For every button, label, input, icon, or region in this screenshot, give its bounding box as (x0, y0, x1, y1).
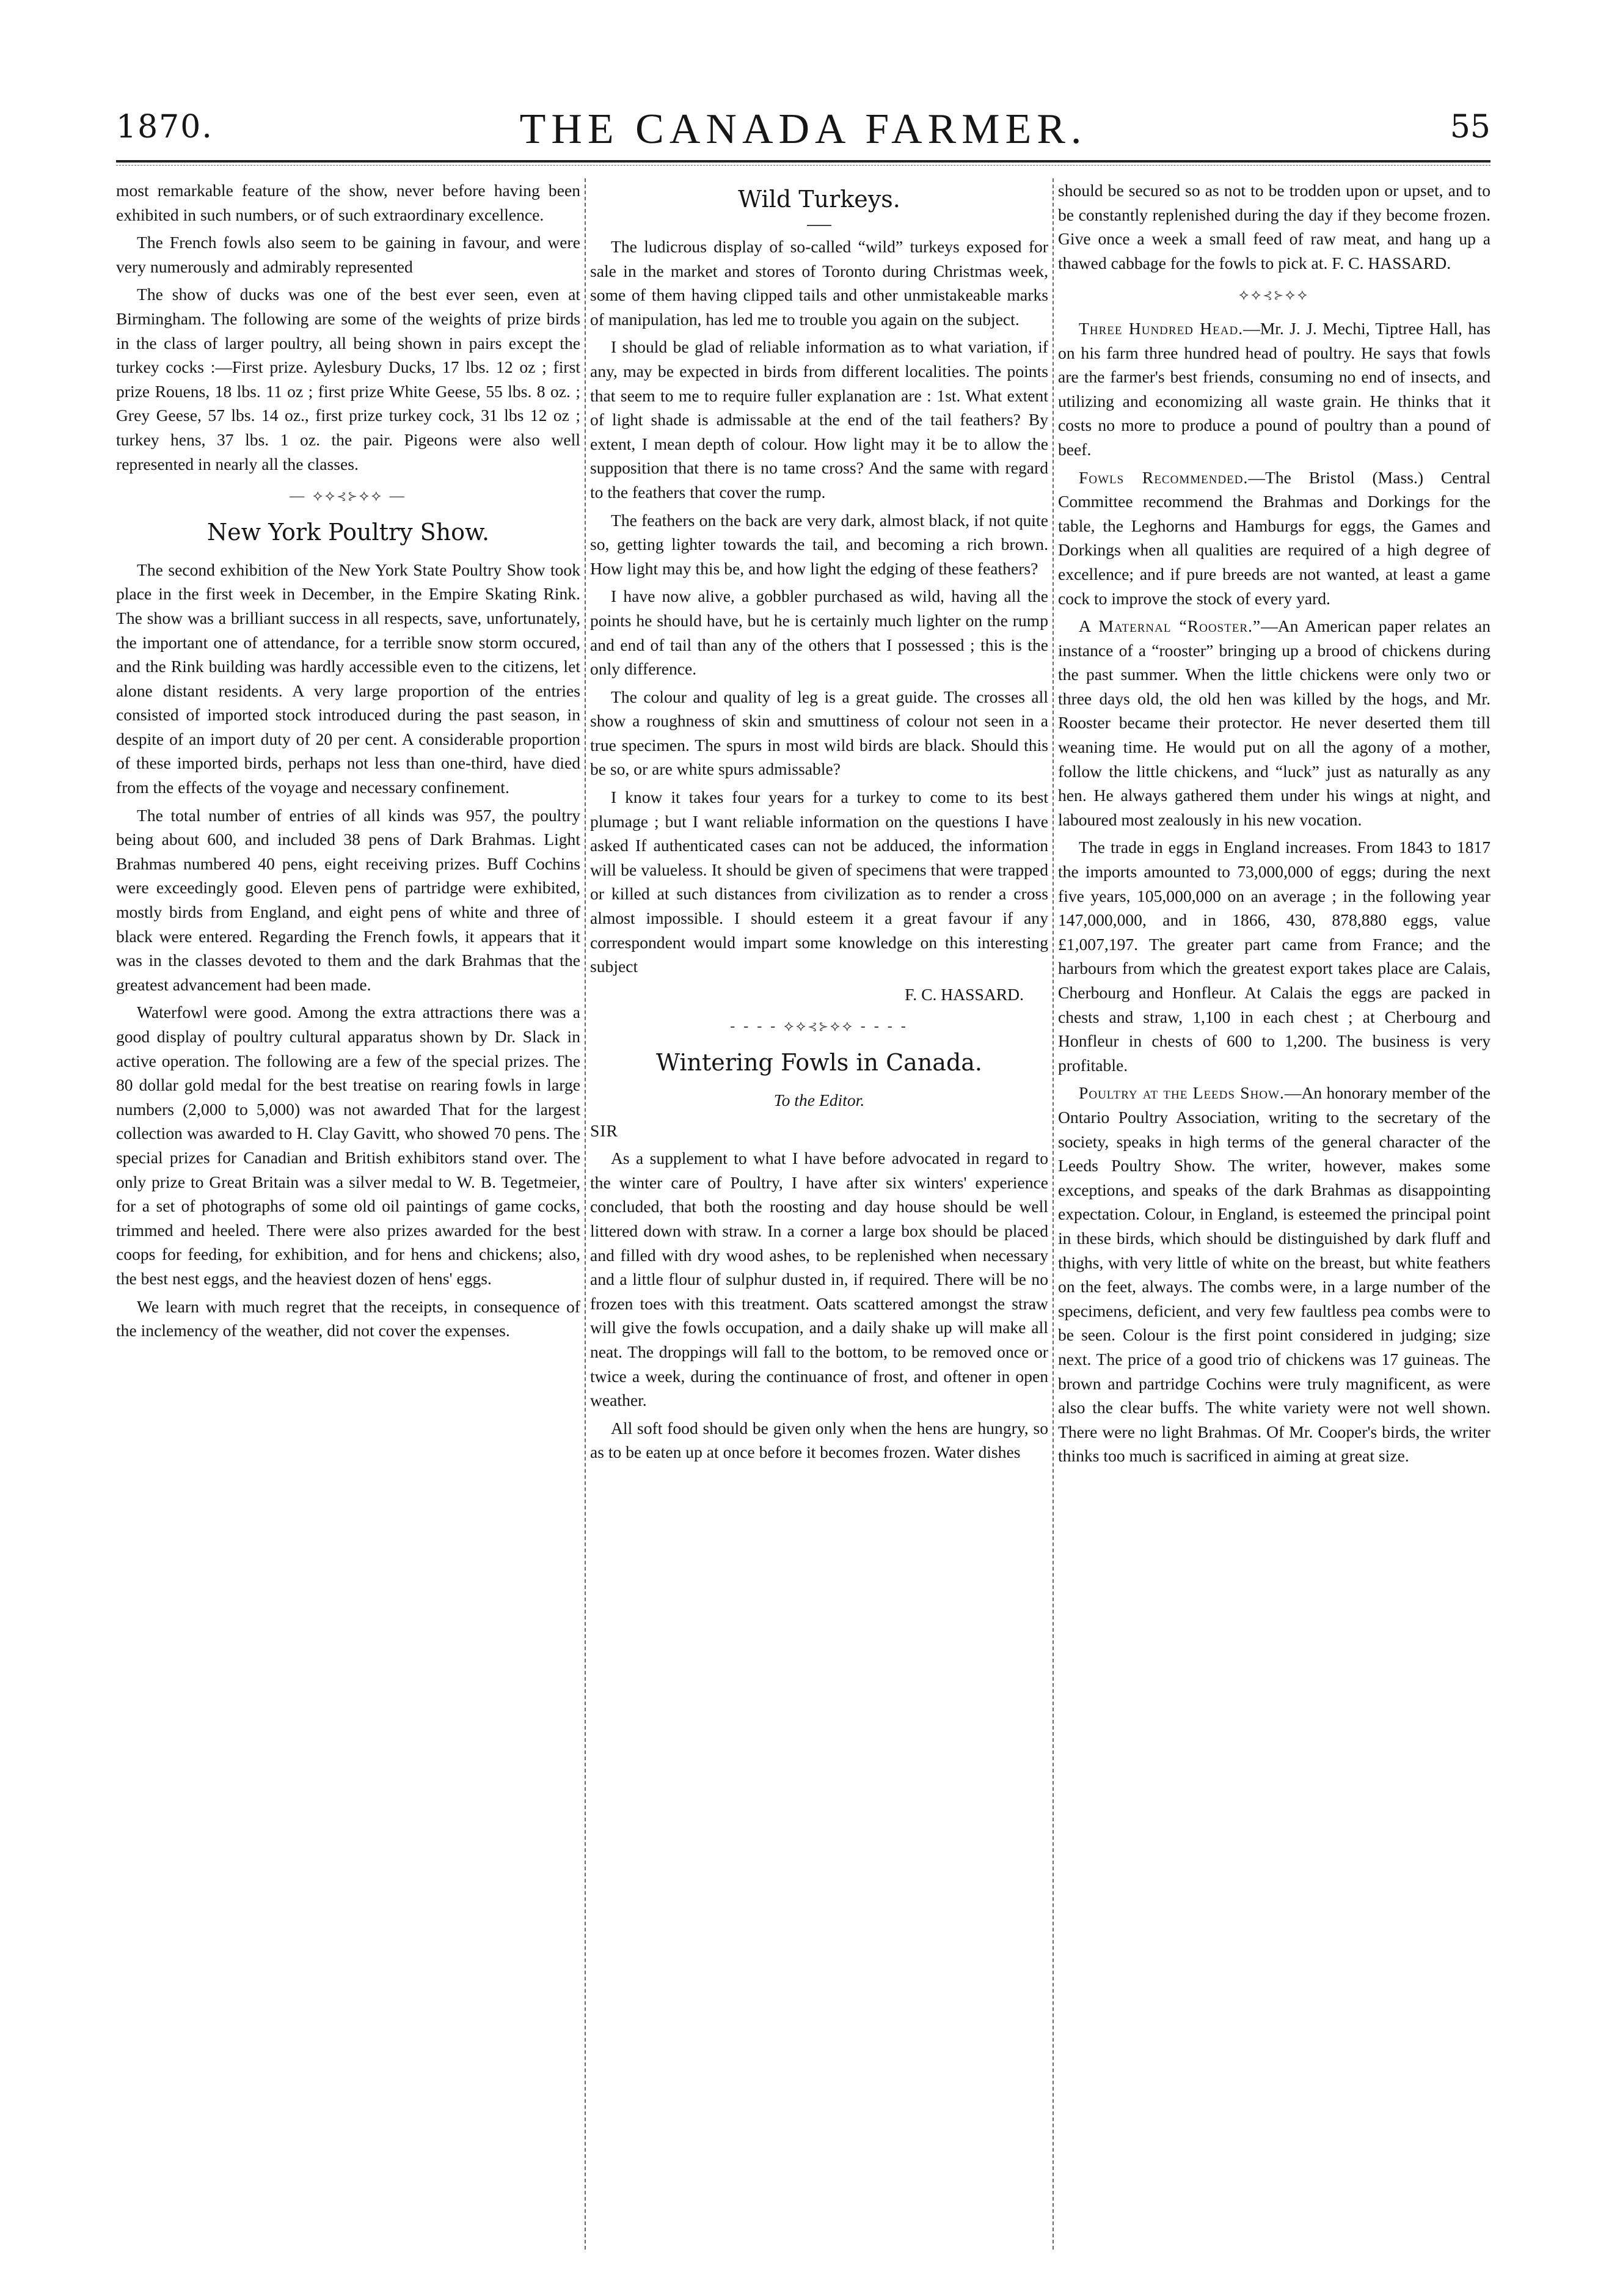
salutation: SIR (590, 1121, 618, 1140)
column-divider (1053, 178, 1054, 2250)
paragraph (1058, 178, 1490, 275)
lead-in: Three Hundred Head. (1079, 318, 1244, 338)
paragraph: I should be glad of reliable information as to what variation, if any, may be expected in birds from different localities. The points that seem to me to require fuller explanation are : 1st. What extent of light shade is admissable at the end of the tail feathers? By extent, I mean depth of colour. How light may it be to allow the supposition that there is no tame cross? And the same with regard to the feathers that cover the rump. (590, 337, 1048, 502)
article-heading-wintering-fowls: Wintering Fowls in Canada. (655, 1049, 983, 1076)
paragraph: The show of ducks was one of the best ever seen, even at Birmingham. The following are some of the weights of prize birds in the class of larger poultry, all being shown in pairs except the turkey cocks :—First prize. Aylesbury Ducks, 17 lbs. 12 oz ; first prize Rouens, 18 lbs. 11 oz ; first prize White Geese, 55 lbs. 8 oz. ; Grey Geese, 57 lbs. 14 oz., first prize turkey cock, 31 lbs 12 oz ; turkey hens, 37 lbs. 1 oz. the pair. Pigeons were also well represented in nearly all the classes. (116, 285, 580, 473)
ornament-divider: ⟡⟡⊰⊱⟡⟡ (1239, 287, 1310, 304)
paragraph-text: —The Bristol (Mass.) Central Committee recommend the Brahmas and Dorkings for the table, the Leghorns and Hamburgs for eggs, the Games and Dorkings when all qualities are required of a high degree of excellence; and if pure breeds are not wanted, at least a game cock to improve the stock of every yard. (1058, 467, 1490, 608)
paragraph (1058, 1081, 1490, 1468)
paragraph: The French fowls also seem to be gaining in favour, and were very numerously and admirably represented (116, 233, 580, 276)
paragraph: The total number of entries of all kinds was 957, the poultry being about 600, and included 38 pens of Dark Brahmas. Light Brahmas numbered 40 pens, eight receiving prizes. Buff Cochins were exceedingly good. Eleven pens of partridge were exhibited, mostly birds from England, and eight pens of white and three of black were entered. Regarding the French fowls, it appears that it was in the classes devoted to them and the dark Brahmas that the greatest advancement had been made. (116, 805, 580, 994)
lead-in: Poultry at the Leeds Show. (1079, 1083, 1285, 1103)
paragraph-text: —An American paper relates an instance of a “rooster” bringing up a brood of chickens during the past summer. When the little chickens were only two or three days old, the old hen was killed by the hogs, and Mr. Rooster became their protector. He never deserted them till weaning time. He would put on all the agony of a mother, follow the little chickens, and “luck” just as naturally as any hen. He always gathered them under his wings at night, and laboured most zealously in his new vocation. (1058, 616, 1490, 829)
ornament-divider: - - - - ⟡⟡⊰⊱⟡⟡ - - - - (730, 1018, 908, 1035)
publication-title: THE CANADA FARMER. (519, 106, 1087, 153)
paragraph-text: —Mr. J. J. Mechi, Tiptree Hall, has on his farm three hundred head of poultry. He says that fowls are the farmer's best friends, consuming no end of insects, and utilizing and economizing all waste grain. He thinks that it costs no more to produce a pound of poultry than a pound of beef. (1058, 318, 1490, 459)
column-divider (585, 178, 586, 2250)
paragraph (1058, 316, 1490, 462)
page-number: 55 (1450, 109, 1490, 145)
paragraph (1058, 466, 1490, 611)
paragraph-text: should be secured so as not to be trodden upon or upset, and to be constantly replenished during the day if they become frozen. Give once a week a small feed of raw meat, and hang up a thawed cabbage for the fowls to pick at. (1058, 181, 1490, 272)
article-heading-wild-turkeys: Wild Turkeys. (738, 186, 900, 213)
masthead-rule-dashed (116, 165, 1490, 166)
column-2 (590, 178, 1048, 2256)
masthead-rule (116, 160, 1490, 163)
paragraph: All soft food should be given only when the hens are hungry, so as to be eaten up at once before it becomes frozen. Water dishes (590, 1418, 1048, 1462)
paragraph: The feathers on the back are very dark, almost black, if not quite so, getting lighter towards the tail, and becoming a rich brown. How light may this be, and how light the edging of these feathers? (590, 510, 1048, 578)
paragraph (1058, 614, 1490, 832)
signature: F. C. HASSARD. (905, 984, 1024, 1004)
column-3 (1058, 178, 1490, 2256)
paragraph: We learn with much regret that the receipts, in consequence of the inclemency of the weather, did not cover the expenses. (116, 1296, 580, 1340)
paragraph-text: —An honorary member of the Ontario Poultry Association, writing to the secretary of the society, speaks in high terms of the general character of the Leeds Poultry Show. The writer, however, makes some exceptions, and speaks of the dark Brahmas as disappointing expectation. Colour, in England, is esteemed the principal point in these birds, which should be distinguished by dark fluff and thighs, with very little of white on the breast, but white feathers on the feet, always. The combs were, in a large number of the specimens, deficient, and very few faultless pea combs were to be seen. Colour is the first point considered in judging; size next. The price of a good trio of chickens was 17 guineas. The brown and partridge Cochins were truly magnificent, as were also the clear buffs. The white variety were not well shown. There were no light Brahmas. Of Mr. Cooper's birds, the writer thinks too much is sacrificed in aiming at great size. (1058, 1083, 1490, 1466)
signature: F. C. HASSARD. (1332, 253, 1451, 272)
column-1 (116, 178, 580, 2256)
paragraph: The second exhibition of the New York State Poultry Show took place in the first week in December, in the Empire Skating Rink. The show was a brilliant success in all respects, save, unfortunately, the important one of attendance, for a terrible snow storm occured, and the Rink building was hardly accessible even to the citizens, let alone distant residents. A very large proportion of the entries consisted of imported stock introduced during the past season, in despite of an import duty of 20 per cent. A considerable proportion of these imported birds, perhaps not less than one-third, have died from the effects of the voyage and necessary confinement. (116, 560, 580, 797)
masthead (116, 106, 1490, 158)
heading-rule (807, 225, 831, 226)
editor-address: To the Editor. (773, 1091, 865, 1110)
paragraph: The colour and quality of leg is a great guide. The crosses all show a roughness of skin and smuttiness of colour not seen in a true specimen. The spurs in most wild birds are black. Should this be so, or are white spurs admissable? (590, 687, 1048, 779)
paragraph: Waterfowl were good. Among the extra attractions there was a good display of poultry cultural apparatus shown by Dr. Slack in active operation. The following are a few of the special prizes. The 80 dollar gold medal for the best treatise on rearing fowls in large numbers (2,000 to 5,000) was not awarded That for the largest collection was awarded to H. Clay Gavitt, who showed 70 pens. The special prizes for Canadian and British exhibitors stand over. The only prize to Great Britain was a silver medal to W. B. Tegetmeier, for a set of photographs of some old oil paintings of game cocks, trimmed and heeled. There were also prizes awarded for the best coops for feeding, for exhibition, and for hens and chickens; also, the best nest eggs, and the heaviest dozen of hens' eggs. (116, 1003, 580, 1288)
article-heading-new-york-poultry-show: New York Poultry Show. (206, 518, 490, 546)
paragraph: As a supplement to what I have before advocated in regard to the winter care of Poultry, I have after six winters' experience concluded, that both the roosting and day house should be well littered down with straw. In a corner a large box should be placed and filled with dry wood ashes, to be replenished when necessary and a little flour of sulphur dusted in, if required. There will be no frozen toes with this treatment. Oats scattered amongst the straw will give the fowls occupation, and a daily shake up will make all neat. The droppings will fall to the bottom, to be removed once or twice a week, during the continuance of frost, and oftener in open weather. (590, 1149, 1048, 1410)
paragraph: The ludicrous display of so-called “wild” turkeys exposed for sale in the market and stores of Toronto during Christmas week, some of them having clipped tails and other unmistakeable marks of manipulation, has led me to trouble you again on the subject. (590, 237, 1048, 329)
paragraph: The trade in eggs in England increases. From 1843 to 1817 the imports amounted to 73,000,000 of eggs; during the next five years, 105,000,000 on an average ; in the following year 147,000,000, and in 1866, 430, 878,880 eggs, value £1,007,197. The greater part came from France; and the harbours from which the greatest export takes place are Calais, Cherbourg and Honfleur. At Calais the eggs are packed in chests and straw, 1,100 in each chest ; at Cherbourg and Honfleur in chests of 600 to 1,200. The business is very profitable. (1058, 838, 1490, 1075)
paragraph: most remarkable feature of the show, never before having been exhibited in such numbers, or of such extraordinary excellence. (116, 181, 580, 224)
ornament-divider: — ⟡⟡⊰⊱⟡⟡ — (290, 488, 407, 505)
lead-in: A Maternal “Rooster.” (1079, 616, 1261, 636)
lead-in: Fowls Recommended. (1079, 467, 1249, 487)
paragraph: I have now alive, a gobbler purchased as wild, having all the points he should have, but he is certainly much lighter on the rump and end of tail than any of the others that I possessed ; this is the only difference. (590, 587, 1048, 679)
paragraph: I know it takes four years for a turkey to come to its best plumage ; but I want reliable information on the questions I have asked If authenticated cases can not be adduced, the information will be valueless. It should be given of specimens that were trapped or killed at such distances from civilization as to render a cross almost impossible. I should esteem it a great favour if any correspondent would impart some knowledge on this interesting subject (590, 788, 1048, 976)
issue-year: 1870. (116, 109, 213, 145)
